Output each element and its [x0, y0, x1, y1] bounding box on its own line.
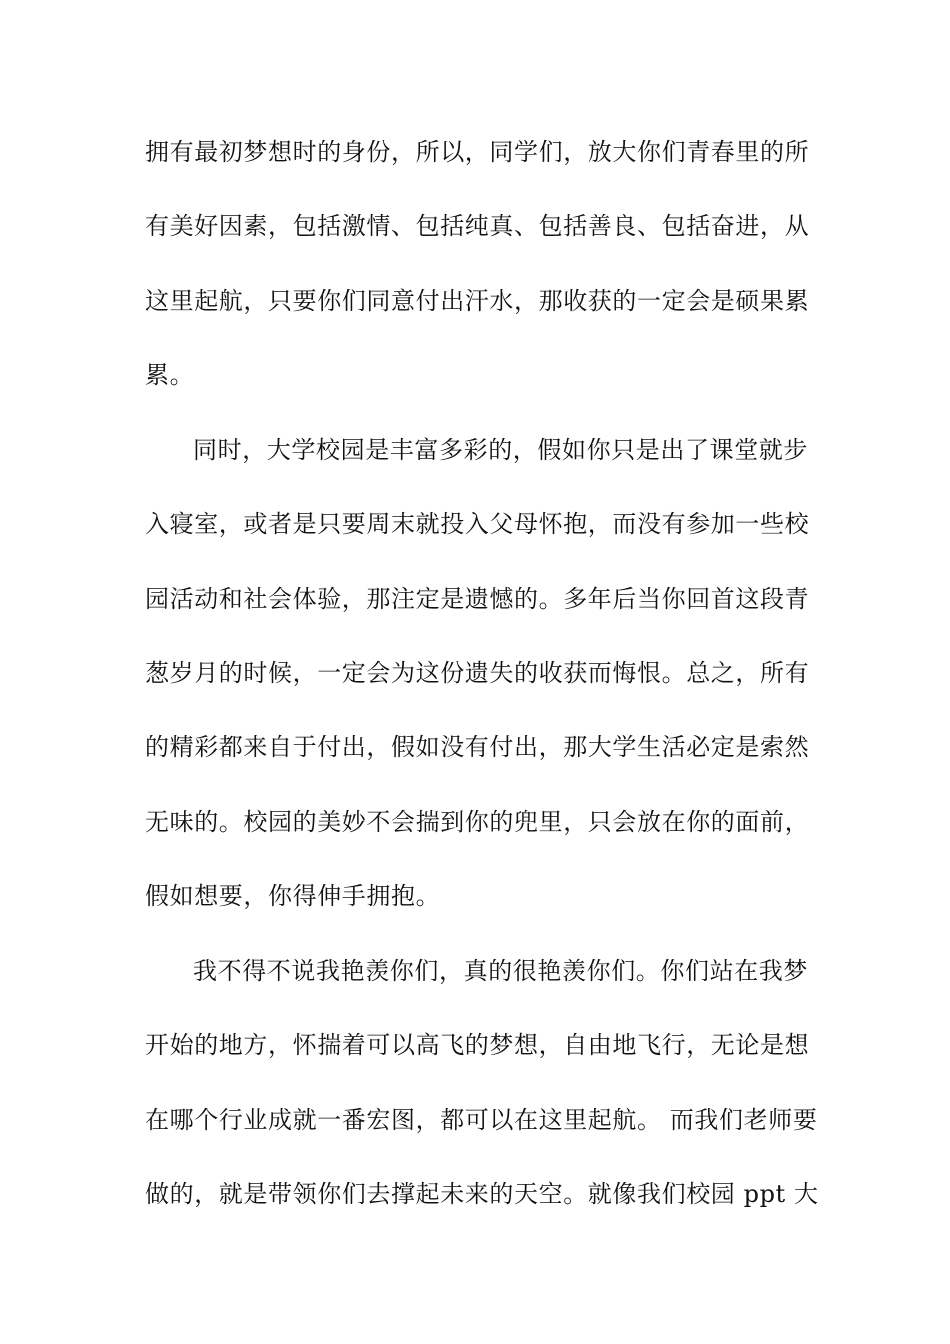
paragraph-first-line: 同时，大学校园是丰富多彩的，假如你只是出了课堂就步 [193, 436, 808, 464]
text-line: 的精彩都来自于付出，假如没有付出，那大学生活必定是索然 [145, 733, 810, 761]
text-line: 有美好因素，包括激情、包括纯真、包括善良、包括奋进，从 [145, 212, 810, 240]
text-line: 拥有最初梦想时的身份，所以，同学们，放大你们青春里的所 [145, 138, 810, 166]
text-line: 入寝室，或者是只要周末就投入父母怀抱，而没有参加一些校 [145, 510, 810, 538]
text-line: 这里起航，只要你们同意付出汗水，那收获的一定会是硕果累 [145, 287, 810, 315]
text-line: 累。 [145, 361, 195, 389]
text-line: 做的，就是带领你们去撑起未来的天空。就像我们校园 ppt 大 [145, 1180, 819, 1208]
text-line: 在哪个行业成就一番宏图，都可以在这里起航。 而我们老师要 [145, 1106, 818, 1134]
text-line: 葱岁月的时候，一定会为这份遗失的收获而悔恨。总之，所有 [145, 659, 810, 687]
text-line: 无味的。校园的美妙不会揣到你的兜里，只会放在你的面前， [145, 808, 810, 836]
text-line: 假如想要，你得伸手拥抱。 [145, 882, 441, 910]
text-line: 开始的地方，怀揣着可以高飞的梦想，自由地飞行，无论是想 [145, 1031, 810, 1059]
text-line: 园活动和社会体验，那注定是遗憾的。多年后当你回首这段青 [145, 585, 810, 613]
paragraph-first-line: 我不得不说我艳羡你们，真的很艳羡你们。你们站在我梦 [193, 957, 808, 985]
